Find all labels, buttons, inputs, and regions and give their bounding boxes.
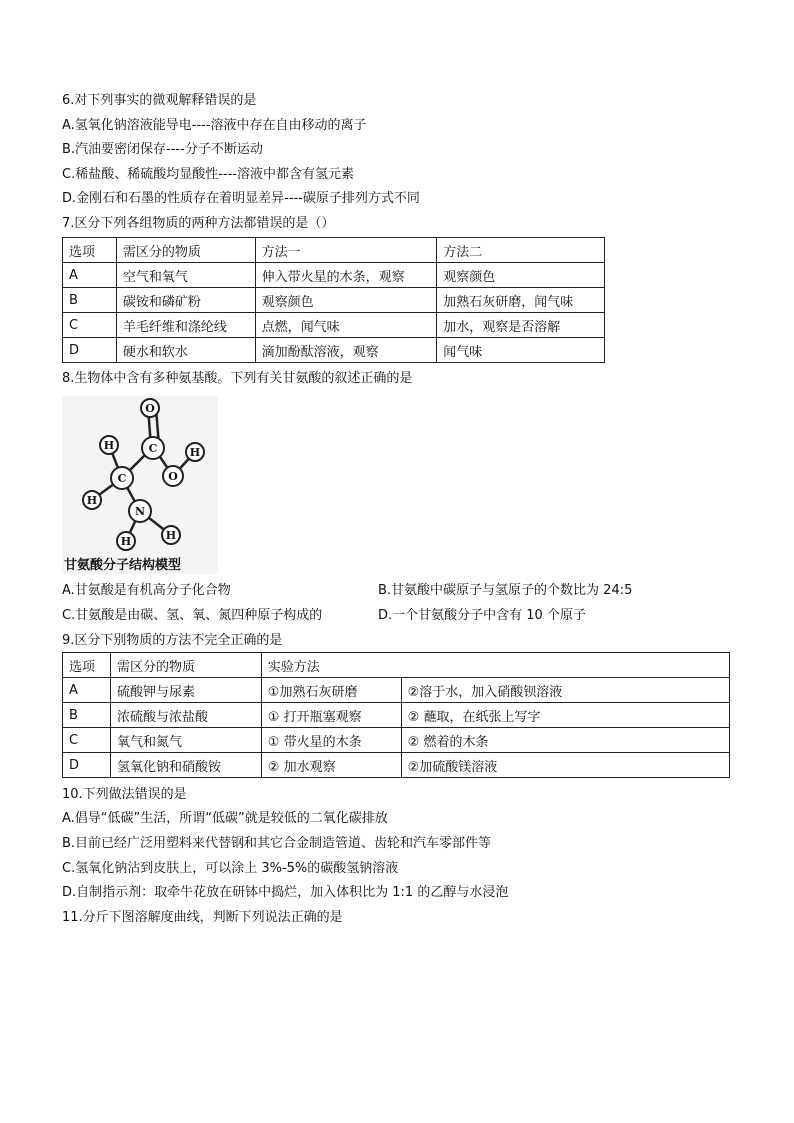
q8-option-d: D.一个甘氨酸分子中含有 10 个原子 bbox=[378, 608, 586, 623]
table-cell: C bbox=[63, 728, 111, 753]
atom-label: N bbox=[134, 505, 146, 518]
table-row bbox=[63, 288, 605, 313]
table-cell: ① 打开瓶塞观察 bbox=[261, 703, 401, 728]
glycine-model-figure bbox=[62, 396, 218, 574]
header-cell: 选项 bbox=[63, 238, 117, 263]
table-cell: B bbox=[63, 703, 111, 728]
table-cell: A bbox=[63, 263, 117, 288]
q6-option-c: C.稀盐酸、稀硫酸均显酸性----溶液中都含有氢元素 bbox=[62, 167, 354, 182]
table-row bbox=[63, 338, 605, 363]
table-cell: 观察颜色 bbox=[255, 288, 437, 313]
table-cell: ② 燃着的木条 bbox=[401, 728, 729, 753]
table-cell: ① 带火星的木条 bbox=[261, 728, 401, 753]
table-cell: 氢氧化钠和硝酸铵 bbox=[110, 753, 261, 778]
q11-stem: 11.分斤下图溶解度曲线，判断下列说法正确的是 bbox=[62, 910, 343, 925]
q7-table bbox=[62, 237, 605, 363]
atom-label: C bbox=[117, 472, 127, 485]
table-cell: 观察颜色 bbox=[437, 263, 605, 288]
table-cell: 闻气味 bbox=[437, 338, 605, 363]
table-cell: 碳铵和磷矿粉 bbox=[116, 288, 255, 313]
table-row bbox=[63, 703, 730, 728]
table-cell: 氧气和氮气 bbox=[110, 728, 261, 753]
table-cell: 滴加酚酞溶液，观察 bbox=[255, 338, 437, 363]
table-row bbox=[63, 263, 605, 288]
table-row bbox=[63, 678, 730, 703]
table-cell: ②加硫酸镁溶液 bbox=[401, 753, 729, 778]
table-cell: B bbox=[63, 288, 117, 313]
figure-caption: 甘氨酸分子结构模型 bbox=[64, 558, 182, 573]
q8-option-a: A.甘氨酸是有机高分子化合物 bbox=[62, 583, 231, 598]
table-cell: D bbox=[63, 338, 117, 363]
atom-label: H bbox=[86, 494, 98, 507]
table-row bbox=[63, 753, 730, 778]
table-cell: C bbox=[63, 313, 117, 338]
q6-option-a: A.氢氧化钠溶液能导电----溶液中存在自由移动的离子 bbox=[62, 118, 367, 133]
header-cell: 需区分的物质 bbox=[116, 238, 255, 263]
table-cell: 浓硫酸与浓盐酸 bbox=[110, 703, 261, 728]
table-cell: 空气和氧气 bbox=[116, 263, 255, 288]
header-cell: 方法二 bbox=[437, 238, 605, 263]
q7-stem: 7.区分下列各组物质的两种方法都错误的是（） bbox=[62, 216, 335, 231]
atom-label: O bbox=[145, 402, 155, 415]
header-cell: 需区分的物质 bbox=[110, 653, 261, 678]
q10-option-c: C.氢氧化钠沾到皮肤上，可以涂上 3%-5%的碳酸氢钠溶液 bbox=[62, 861, 399, 876]
header-cell: 实验方法 bbox=[261, 653, 729, 678]
atom-label: O bbox=[168, 470, 178, 483]
atom-label: H bbox=[189, 446, 201, 459]
table-cell: 硫酸钾与尿素 bbox=[110, 678, 261, 703]
table-cell: 羊毛纤维和涤纶线 bbox=[116, 313, 255, 338]
q10-stem: 10.下列做法错误的是 bbox=[62, 787, 187, 802]
q8-stem: 8.生物体中含有多种氨基酸。下列有关甘氨酸的叙述正确的是 bbox=[62, 371, 413, 386]
table-cell: A bbox=[63, 678, 111, 703]
table-cell: ①加熟石灰研磨 bbox=[261, 678, 401, 703]
atom-label: H bbox=[120, 535, 132, 548]
table-cell: 硬水和软水 bbox=[116, 338, 255, 363]
q10-option-a: A.倡导“低碳”生活，所谓“低碳”就是较低的二氧化碳排放 bbox=[62, 811, 388, 826]
table-header-row bbox=[63, 653, 730, 678]
table-cell: ② 加水观察 bbox=[261, 753, 401, 778]
q8-option-c: C.甘氨酸是由碳、氢、氧、氮四种原子构成的 bbox=[62, 608, 323, 623]
table-row bbox=[63, 728, 730, 753]
q9-table bbox=[62, 652, 730, 778]
table-cell: D bbox=[63, 753, 111, 778]
table-cell: ②溶于水，加入硝酸钡溶液 bbox=[401, 678, 729, 703]
atom-label: H bbox=[165, 529, 177, 542]
q8-option-b: B.甘氨酸中碳原子与氢原子的个数比为 24:5 bbox=[378, 583, 633, 598]
header-cell: 选项 bbox=[63, 653, 111, 678]
q6-option-b: B.汽油要密闭保存----分子不断运动 bbox=[62, 142, 263, 157]
q6-stem: 6.对下列事实的微观解释错误的是 bbox=[62, 93, 257, 108]
header-cell: 方法一 bbox=[255, 238, 437, 263]
q10-option-b: B.目前已经广泛用塑料来代替钢和其它合金制造管道、齿轮和汽车零部件等 bbox=[62, 836, 492, 851]
q6-option-d: D.金刚石和石墨的性质存在着明显差异----碳原子排列方式不同 bbox=[62, 191, 420, 206]
table-cell: 加熟石灰研磨，闻气味 bbox=[437, 288, 605, 313]
atom-label: C bbox=[148, 442, 158, 455]
table-cell: 点燃，闻气味 bbox=[255, 313, 437, 338]
table-cell: 加水，观察是否溶解 bbox=[437, 313, 605, 338]
table-cell: 伸入带火星的木条，观察 bbox=[255, 263, 437, 288]
atom-label: H bbox=[103, 439, 115, 452]
table-row bbox=[63, 313, 605, 338]
glycine-molecule-diagram bbox=[62, 396, 218, 574]
table-header-row bbox=[63, 238, 605, 263]
table-cell: ② 蘸取，在纸张上写字 bbox=[401, 703, 729, 728]
q10-option-d: D.自制指示剂：取牵牛花放在研钵中捣烂，加入体积比为 1:1 的乙醇与水浸泡 bbox=[62, 885, 509, 900]
q9-stem: 9.区分下别物质的方法不完全正确的是 bbox=[62, 633, 283, 648]
